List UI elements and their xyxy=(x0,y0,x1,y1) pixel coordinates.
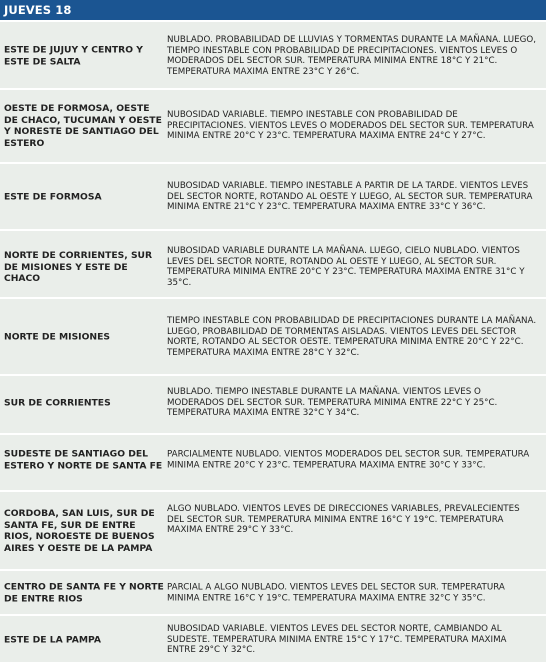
forecast-text: ALGO NUBLADO. VIENTOS LEVES DE DIRECCIONES VARIABLES, PREVALECIENTES DEL SECTOR SUR. TEMPERATURA MINIMA ENTRE 16°C Y 19°C. TEMPERATURA MAXIMA ENTRE 29°C Y 33°C. xyxy=(167,504,520,536)
table-row xyxy=(0,299,546,376)
region-name: ESTE DE LA PAMPA xyxy=(4,634,102,646)
table-row xyxy=(0,435,546,492)
region-name: ESTE DE JUJUY Y CENTRO Y ESTE DE SALTA xyxy=(4,44,143,67)
table-row xyxy=(0,22,546,90)
forecast-text: NUBLADO. TIEMPO INESTABLE DURANTE LA MAÑANA. VIENTOS LEVES O MODERADOS DEL SECTOR SUR. TEMPERATURA MINIMA ENTRE 22°C Y 25°C. TEMPERATURA MAXIMA ENTRE 32°C Y 34°C. xyxy=(167,387,498,419)
region-name: OESTE DE FORMOSA, OESTE DE CHACO, TUCUMAN Y OESTE Y NORESTE DE SANTIAGO DEL ESTERO xyxy=(4,103,162,149)
table-row xyxy=(0,164,546,231)
table-row xyxy=(0,90,546,164)
table-row xyxy=(0,231,546,299)
forecast-text: PARCIALMENTE NUBLADO. VIENTOS MODERADOS DEL SECTOR SUR. TEMPERATURA MINIMA ENTRE 20°C Y 23°C. TEMPERATURA MAXIMA ENTRE 30°C Y 33°C. xyxy=(167,449,530,470)
region-name: NORTE DE MISIONES xyxy=(4,331,110,343)
forecast-text: NUBOSIDAD VARIABLE. VIENTOS LEVES DEL SECTOR NORTE, CAMBIANDO AL SUDESTE. TEMPERATURA MINIMA ENTRE 15°C Y 17°C. TEMPERATURA MAXIMA ENTRE 29°C Y 32°C. xyxy=(167,624,507,656)
table-row xyxy=(0,492,546,571)
region-name: CENTRO DE SANTA FE Y NORTE DE ENTRE RIOS xyxy=(4,581,164,604)
region-name: ESTE DE FORMOSA xyxy=(4,191,102,203)
forecast-text: PARCIAL A ALGO NUBLADO. VIENTOS LEVES DEL SECTOR SUR. TEMPERATURA MINIMA ENTRE 16°C Y 19°C. TEMPERATURA MAXIMA ENTRE 32°C Y 35°C. xyxy=(167,582,505,603)
forecast-text: NUBOSIDAD VARIABLE DURANTE LA MAÑANA. LUEGO, CIELO NUBLADO. VIENTOS LEVES DEL SECTOR NORTE, ROTANDO AL OESTE Y LUEGO, AL SECTOR SUR. TEMPERATURA MINIMA ENTRE 20°C Y 23°C. TEMPERATURA MAXIMA ENTRE 31°C Y 35°C. xyxy=(167,245,525,288)
table-row xyxy=(0,616,546,662)
forecast-text: NUBOSIDAD VARIABLE. TIEMPO INESTABLE CON PROBABILIDAD DE PRECIPITACIONES. VIENTOS LEVES O MODERADOS DEL SECTOR SUR. TEMPERATURA MINIMA ENTRE 20°C Y 23°C. TEMPERATURA MAXIMA ENTRE 24°C Y 27°C. xyxy=(167,110,534,142)
region-name: CORDOBA, SAN LUIS, SUR DE SANTA FE, SUR DE ENTRE RIOS, NOROESTE DE BUENOS AIRES Y OESTE DE LA PAMPA xyxy=(4,508,155,554)
table-row xyxy=(0,376,546,435)
region-name: NORTE DE CORRIENTES, SUR DE MISIONES Y ESTE DE CHACO xyxy=(4,249,153,284)
region-name: SUDESTE DE SANTIAGO DEL ESTERO Y NORTE DE SANTA FE xyxy=(4,448,163,471)
forecast-text: NUBLADO. PROBABILIDAD DE LLUVIAS Y TORMENTAS DURANTE LA MAÑANA. LUEGO, TIEMPO INESTABLE CON PROBABILIDAD DE PRECIPITACIONES. VIENTOS LEVES O MODERADOS DEL SECTOR SUR. TEMPERATURA MINIMA ENTRE 18°C Y 21°C. TEMPERATURA MAXIMA ENTRE 23°C Y 26°C. xyxy=(167,34,536,77)
day-header: JUEVES 18 xyxy=(0,0,546,20)
forecast-text: NUBOSIDAD VARIABLE. TIEMPO INESTABLE A PARTIR DE LA TARDE. VIENTOS LEVES DEL SECTOR NORTE, ROTANDO AL OESTE Y LUEGO, AL SECTOR SUR. TEMPERATURA MINIMA ENTRE 21°C Y 23°C. TEMPERATURA MAXIMA ENTRE 33°C Y 36°C. xyxy=(167,181,533,213)
forecast-text: TIEMPO INESTABLE CON PROBABILIDAD DE PRECIPITACIONES DURANTE LA MAÑANA. LUEGO, PROBABILIDAD DE TORMENTAS AISLADAS. VIENTOS LEVES DEL SECTOR NORTE, ROTANDO AL SECTOR OESTE. TEMPERATURA MINIMA ENTRE 20°C Y 22°C. TEMPERATURA MAXIMA ENTRE 28°C Y 32°C. xyxy=(167,315,537,358)
table-row xyxy=(0,571,546,616)
region-name: SUR DE CORRIENTES xyxy=(4,397,111,409)
